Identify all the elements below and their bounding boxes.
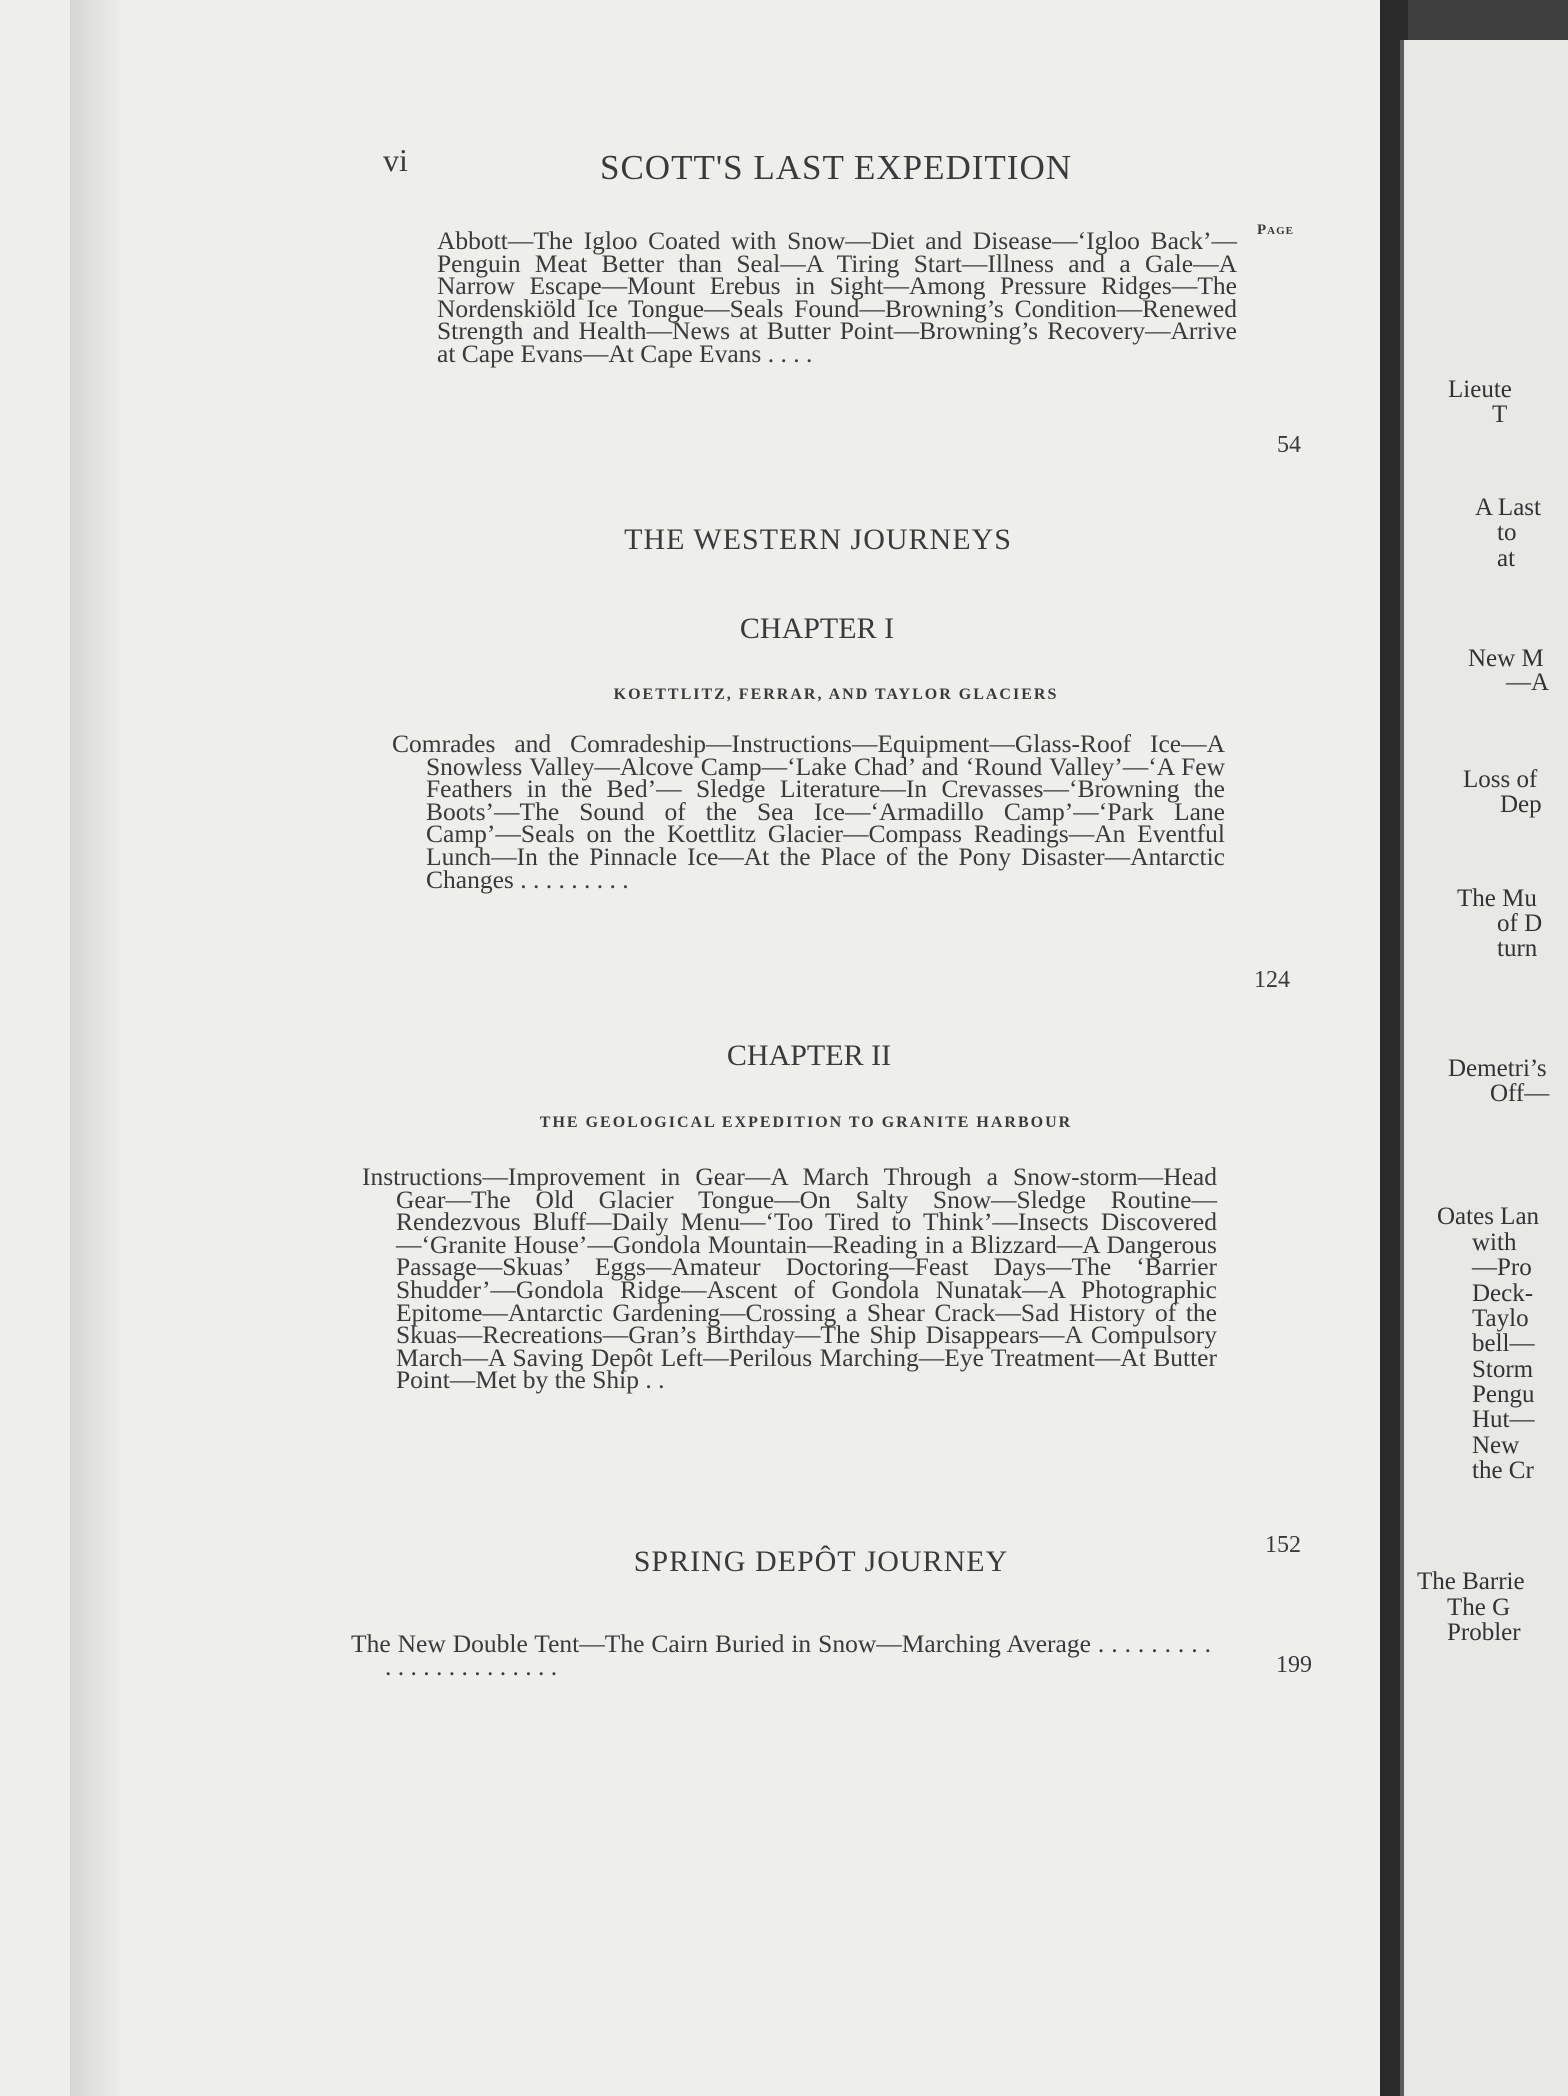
right-page-line: Hut— bbox=[1472, 1406, 1535, 1433]
right-page-line: with bbox=[1472, 1229, 1517, 1256]
right-page-line: Pengu bbox=[1472, 1381, 1535, 1408]
chapter-subheading: KOETTLITZ, FERRAR, AND TAYLOR GLACIERS bbox=[613, 686, 1059, 703]
right-page-line: Oates Lan bbox=[1437, 1203, 1540, 1230]
chapter-heading: CHAPTER I bbox=[739, 612, 895, 645]
right-page-line: bell— bbox=[1472, 1330, 1535, 1357]
right-page-line: Dep bbox=[1500, 791, 1542, 818]
page-folio: vi bbox=[383, 142, 408, 178]
right-page-line: Loss of bbox=[1463, 766, 1538, 793]
right-page-line: A Last bbox=[1475, 494, 1541, 521]
right-page-line: turn bbox=[1497, 935, 1538, 962]
toc-page-number: 199 bbox=[1276, 1652, 1312, 1678]
right-page-line: New M bbox=[1468, 645, 1544, 672]
right-page-line: Taylo bbox=[1472, 1305, 1529, 1332]
right-page-line: Deck- bbox=[1472, 1280, 1534, 1307]
right-page-line: New bbox=[1472, 1432, 1520, 1459]
toc-entry-text: Instructions—Improvement in Gear—A March Through a Snow-storm—Head Gear—The Old Glacier Tongue—On Salty Snow—Sledge Routine—Rendezvous Bluff—Daily Menu—‘Too Tired to Think’—Insects Discovered—‘Granite House’—Gondola Mountain—Reading in a Blizzard—A Dangerous Passage—Skuas’ Eggs—Amateur Doctoring—Feast Days—The ‘Barrier Shudder’—Gondola Ridge—Ascent of Gondola Nunatak—A Photographic Epitome—Antarctic Gardening—Crossing a Shear Crack—Sad History of the Skuas—Recreations—Gran’s Birthday—The Ship Disappears—A Compulsory March—A Saving Depôt Left—Perilous Marching—Eye Treatment—At Butter Point—Met by the Ship . . bbox=[362, 1162, 1217, 1395]
section-title-spring-depot: SPRING DEPÔT JOURNEY bbox=[633, 1545, 1009, 1578]
right-page-line: Off— bbox=[1490, 1080, 1550, 1107]
right-page-line: Storm bbox=[1472, 1356, 1534, 1383]
right-page-line: Probler bbox=[1447, 1619, 1521, 1646]
running-head-title: SCOTT'S LAST EXPEDITION bbox=[600, 148, 1073, 187]
toc-entry-text: Abbott—The Igloo Coated with Snow—Diet and Disease—‘Igloo Back’—Penguin Meat Better than Seal—A Tiring Start—Illness and a Gale—A Narrow Escape—Mount Erebus in Sight—Among Pressure Ridges—The Nordenskiöld Ice Tongue—Seals Found—Browning’s Condition—Renewed Strength and Health—News at Butter Point—Browning’s Recovery—Arrive at Cape Evans—At Cape Evans . . . . bbox=[437, 226, 1237, 368]
toc-page-number: 152 bbox=[1265, 1532, 1301, 1558]
right-page-line: at bbox=[1497, 545, 1516, 572]
right-page-line: The Mu bbox=[1457, 885, 1537, 912]
toc-entry-chapter-1 bbox=[392, 729, 1225, 894]
page-column-label: Page bbox=[1257, 222, 1294, 238]
toc-entry-spring-depot bbox=[351, 1629, 1211, 1681]
section-title: THE WESTERN JOURNEYS bbox=[624, 523, 1012, 556]
toc-entry-text: The New Double Tent—The Cairn Buried in Snow—Marching Average . . . . . . . . . . . . . . . . . . . . . . . bbox=[351, 1629, 1211, 1681]
right-page-line: the Cr bbox=[1472, 1457, 1534, 1484]
toc-entry-intro bbox=[437, 226, 1237, 368]
toc-entry-chapter-2 bbox=[362, 1162, 1217, 1395]
right-page-line: Lieute bbox=[1448, 376, 1512, 403]
right-page-line: —Pro bbox=[1472, 1254, 1532, 1281]
toc-page-number: 54 bbox=[1277, 432, 1301, 458]
right-page-line: of D bbox=[1497, 910, 1543, 937]
right-page-line: —A bbox=[1506, 669, 1550, 696]
right-page-line: T bbox=[1492, 401, 1508, 428]
chapter-subheading: THE GEOLOGICAL EXPEDITION TO GRANITE HARBOUR bbox=[539, 1114, 1073, 1131]
right-page-line: to bbox=[1497, 519, 1517, 546]
right-page-line: Demetri’s bbox=[1448, 1055, 1547, 1082]
right-page-line: The G bbox=[1447, 1594, 1511, 1621]
right-page-line: The Barrie bbox=[1417, 1568, 1525, 1595]
chapter-heading: CHAPTER II bbox=[726, 1039, 892, 1072]
toc-page-number: 124 bbox=[1254, 967, 1290, 993]
toc-entry-text: Comrades and Comradeship—Instructions—Equipment—Glass-Roof Ice—A Snowless Valley—Alcove Camp—‘Lake Chad’ and ‘Round Valley’—‘A Few Feathers in the Bed’— Sledge Literature—In Crevasses—‘Browning the Boots’—The Sound of the Sea Ice—‘Armadillo Camp’—‘Park Lane Camp’—Seals on the Koettlitz Glacier—Compass Readings—An Eventful Lunch—In the Pinnacle Ice—At the Place of the Pony Disaster—Antarctic Changes . . . . . . . . . bbox=[392, 729, 1225, 894]
page-edge-shadow bbox=[70, 0, 120, 2096]
